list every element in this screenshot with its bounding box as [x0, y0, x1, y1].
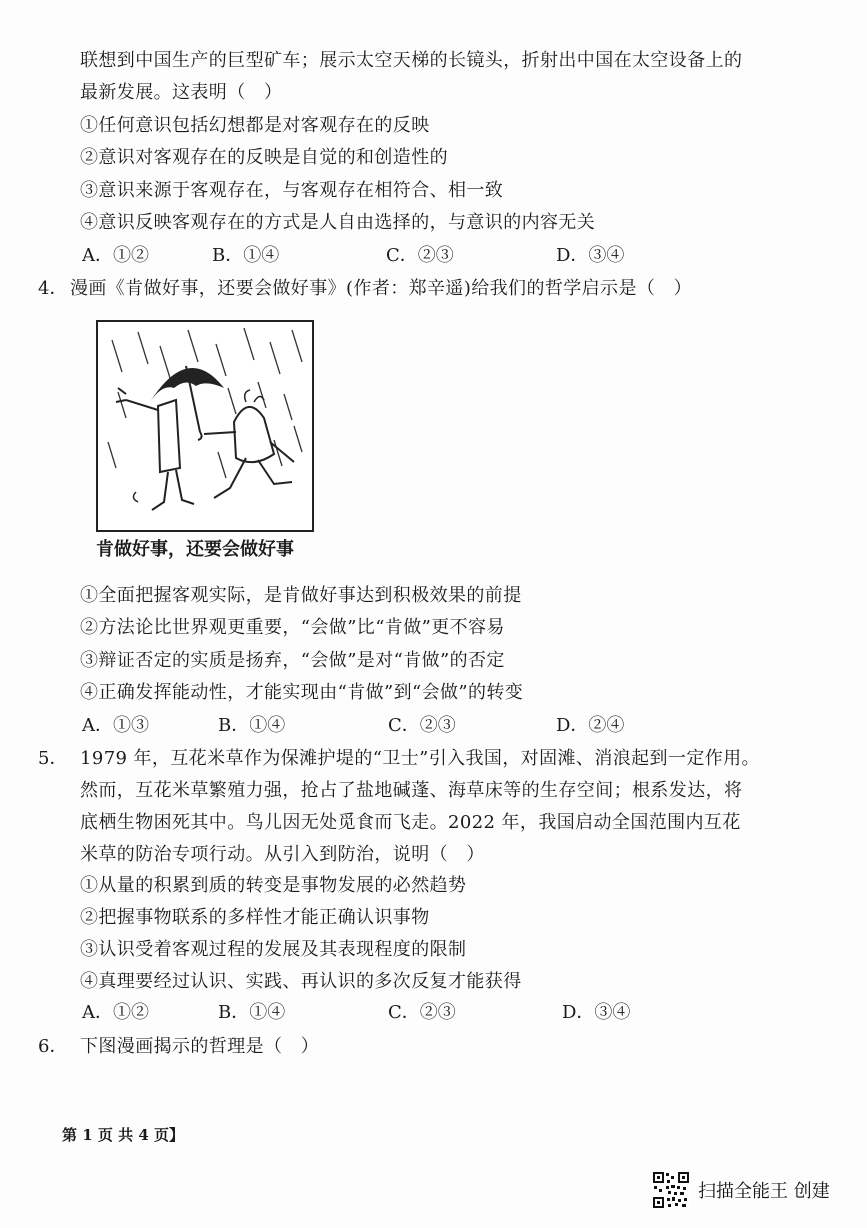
q5-option-d: D．③④ [562, 1002, 631, 1023]
q4-statement-1: ①全面把握客观实际，是肯做好事达到积极效果的前提 [80, 585, 522, 606]
q3-option-c: C．②③ [386, 245, 454, 266]
q5-stem-line4: 米草的防治专项行动。从引入到防治，说明（ ） [80, 844, 485, 865]
q3-stem-line2: 最新发展。这表明（ ） [80, 82, 283, 103]
q5-number: 5． [38, 748, 68, 769]
scanner-watermark [652, 1170, 830, 1210]
page-footer: 第 1 页 共 4 页】 [62, 1126, 184, 1144]
q4-option-a: A．①③ [82, 715, 149, 736]
rain-umbrella-cartoon-icon [98, 322, 312, 530]
q3-statement-2: ②意识对客观存在的反映是自觉的和创造性的 [80, 147, 448, 168]
q5-statement-1: ①从量的积累到质的转变是事物发展的必然趋势 [80, 875, 467, 896]
q4-cartoon-caption: 肯做好事，还要会做好事 [96, 539, 294, 560]
q5-stem-line1: 1979 年，互花米草作为保滩护堤的“卫士”引入我国，对固滩、消浪起到一定作用。 [80, 748, 760, 769]
q4-option-d: D．②④ [556, 715, 625, 736]
q5-option-b: B．①④ [218, 1002, 286, 1023]
q3-statement-4: ④意识反映客观存在的方式是人自由选择的，与意识的内容无关 [80, 212, 596, 233]
q3-option-a: A．①② [82, 245, 149, 266]
q4-option-b: B．①④ [218, 715, 286, 736]
q3-option-b: B．①④ [212, 245, 280, 266]
q3-statement-3: ③意识来源于客观存在，与客观存在相符合、相一致 [80, 180, 504, 201]
q3-option-d: D．③④ [556, 245, 625, 266]
q5-option-c: C．②③ [388, 1002, 456, 1023]
scanner-label: 扫描全能王 创建 [698, 1181, 830, 1202]
q6-number: 6． [38, 1036, 68, 1057]
q4-statement-3: ③辩证否定的实质是扬弃，“会做”是对“肯做”的否定 [80, 650, 505, 671]
q4-option-c: C．②③ [388, 715, 456, 736]
q4-stem: 漫画《肯做好事，还要会做好事》(作者：郑辛遥)给我们的哲学启示是（ ） [70, 278, 693, 299]
q4-statement-4: ④正确发挥能动性，才能实现由“肯做”到“会做”的转变 [80, 682, 524, 703]
q5-stem-line2: 然而，互花米草繁殖力强，抢占了盐地碱蓬、海草床等的生存空间；根系发达，将 [80, 780, 743, 801]
q3-statement-1: ①任何意识包括幻想都是对客观存在的反映 [80, 115, 430, 136]
q4-cartoon [96, 320, 314, 532]
q5-statement-3: ③认识受着客观过程的发展及其表现程度的限制 [80, 939, 467, 960]
q5-option-a: A．①② [82, 1002, 149, 1023]
q4-statement-2: ②方法论比世界观更重要，“会做”比“肯做”更不容易 [80, 617, 505, 638]
q4-number: 4． [38, 278, 68, 299]
qr-code-icon [652, 1171, 690, 1209]
q5-statement-4: ④真理要经过认识、实践、再认识的多次反复才能获得 [80, 971, 522, 992]
q5-statement-2: ②把握事物联系的多样性才能正确认识事物 [80, 907, 430, 928]
q5-stem-line3: 底栖生物困死其中。鸟儿因无处觅食而飞走。2022 年，我国启动全国范围内互花 [80, 812, 741, 833]
q6-stem: 下图漫画揭示的哲理是（ ） [80, 1036, 320, 1057]
q3-stem-line1: 联想到中国生产的巨型矿车；展示太空天梯的长镜头，折射出中国在太空设备上的 [80, 50, 743, 71]
